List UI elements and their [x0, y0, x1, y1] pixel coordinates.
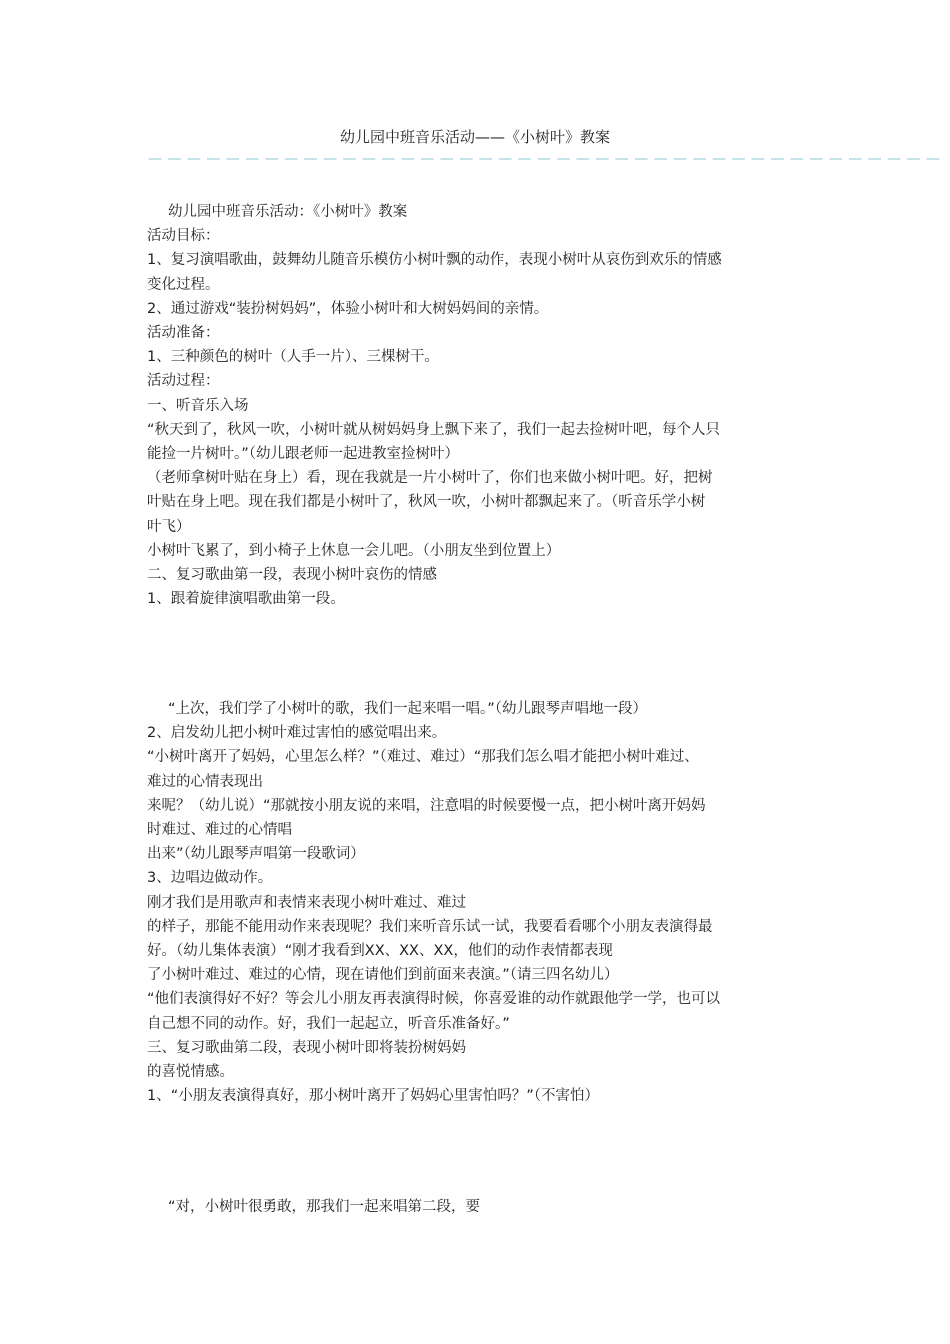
section-2: [147, 697, 812, 1108]
paragraph-line: 一、听音乐入场: [147, 397, 249, 414]
paragraph-line: 的样子，那能不能用动作来表现呢？我们来听音乐试一试，我要看看哪个小朋友表演得最: [147, 918, 713, 935]
paragraph-line: 叶贴在身上吧。现在我们都是小树叶了，秋风一吹，小树叶都飘起来了。（听音乐学小树: [147, 494, 706, 511]
paragraph-line: 2、启发幼儿把小树叶难过害怕的感觉唱出来。: [147, 725, 447, 742]
paragraph-line: 1、复习演唱歌曲，鼓舞幼儿随音乐模仿小树叶飘的动作，表现小树叶从哀伤到欢乐的情感: [147, 252, 722, 269]
paragraph-line: 自己想不同的动作。好，我们一起起立，听音乐准备好。”: [147, 1015, 510, 1032]
paragraph-line: 1、跟着旋律演唱歌曲第一段。: [147, 591, 345, 608]
section-3: [147, 1195, 812, 1219]
paragraph-line: （老师拿树叶贴在身上）看，现在我就是一片小树叶了，你们也来做小树叶吧。好，把树: [147, 470, 713, 487]
paragraph-line: 小树叶飞累了，到小椅子上休息一会儿吧。（小朋友坐到位置上）: [147, 542, 561, 559]
paragraph-line: 好。（幼儿集体表演）“刚才我看到XX、XX、XX，他们的动作表情都表现: [147, 943, 613, 960]
paragraph-line: 时难过、难过的心情唱: [147, 822, 292, 839]
paragraph-line: 变化过程。: [147, 276, 220, 293]
paragraph-line: 活动目标：: [147, 228, 220, 245]
paragraph-line: 3、边唱边做动作。: [147, 870, 273, 887]
paragraph-line: 活动准备：: [147, 325, 220, 342]
paragraph-line: “秋天到了，秋风一吹，小树叶就从树妈妈身上飘下来了，我们一起去捡树叶吧，每个人只: [147, 421, 721, 438]
paragraph-line: “他们表演得好不好？等会儿小朋友再表演得时候，你喜爱谁的动作就跟他学一学，也可以: [147, 991, 721, 1008]
paragraph-line: 三、复习歌曲第二段，表现小树叶即将装扮树妈妈: [147, 1039, 466, 1056]
paragraph-line: 难过的心情表现出: [147, 773, 263, 790]
paragraph-line: 的喜悦情感。: [147, 1064, 234, 1081]
paragraph-line: 2、通过游戏“装扮树妈妈”，体验小树叶和大树妈妈间的亲情。: [147, 300, 549, 317]
paragraph-line: 幼儿园中班音乐活动：《小树叶》教案: [168, 204, 408, 220]
paragraph-line: “上次，我们学了小树叶的歌，我们一起来唱一唱。”（幼儿跟琴声唱地一段）: [168, 701, 648, 717]
paragraph-line: 1、三种颜色的树叶（人手一片）、三棵树干。: [147, 349, 439, 366]
section-1: [147, 200, 812, 611]
paragraph-line: 来呢？（幼儿说）“那就按小朋友说的来唱，注意唱的时候要慢一点，把小树叶离开妈妈: [147, 797, 706, 814]
document-title: 幼儿园中班音乐活动——《小树叶》教案: [339, 128, 610, 146]
title-divider: — — — — — — — — — — — — — — — — — — — — — — — — — — — — — — — — — — — — — — — — —: [148, 151, 941, 167]
paragraph-line: 叶飞）: [147, 518, 191, 535]
paragraph-line: 刚才我们是用歌声和表情来表现小树叶难过、难过: [147, 894, 466, 911]
paragraph-line: 出来”（幼儿跟琴声唱第一段歌词）: [147, 846, 365, 863]
paragraph-line: 能捡一片树叶。”（幼儿跟老师一起进教室捡树叶）: [147, 446, 460, 463]
paragraph-line: “对，小树叶很勇敢，那我们一起来唱第二段，要: [168, 1199, 481, 1215]
paragraph-line: 二、复习歌曲第一段，表现小树叶哀伤的情感: [147, 567, 437, 584]
paragraph-line: “小树叶离开了妈妈，心里怎么样？”（难过、难过）“那我们怎么唱才能把小树叶难过、: [147, 749, 699, 766]
paragraph-line: 活动过程：: [147, 373, 220, 390]
paragraph-line: 了小树叶难过、难过的心情，现在请他们到前面来表演。”（请三四名幼儿）: [147, 967, 619, 984]
paragraph-line: 1、“小朋友表演得真好，那小树叶离开了妈妈心里害怕吗？”（不害怕）: [147, 1088, 599, 1105]
